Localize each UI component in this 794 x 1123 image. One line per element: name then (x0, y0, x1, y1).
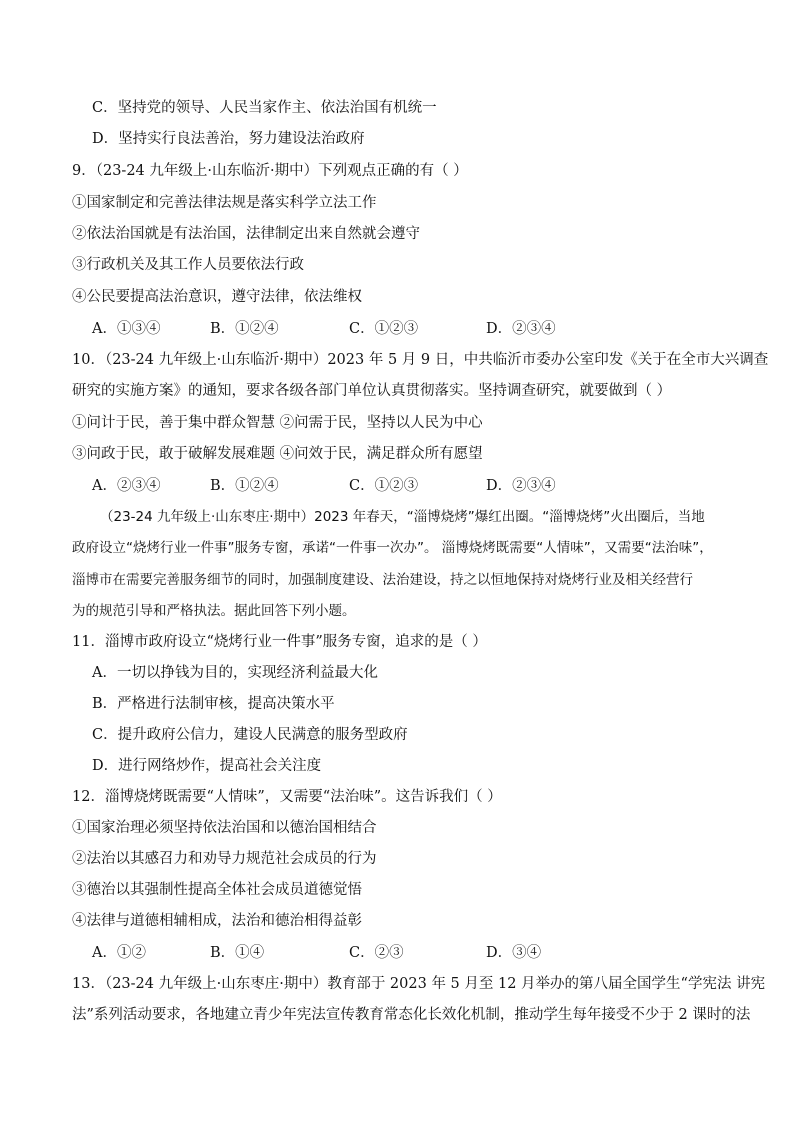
q9-item-1: ①国家制定和完善法律法规是落实科学立法工作 (72, 195, 377, 211)
q12-item-4: ④法律与道德相辅相成，法治和德治相得益彰 (72, 913, 362, 929)
q11-option-b: B．严格进行法制审核，提高决策水平 (92, 696, 335, 712)
q10-stem-line-2: 研究的实施方案》的通知，要求各级各部门单位认真贯彻落实。坚持调查研究，就要做到（ ） (72, 383, 672, 399)
passage-line-2: 政府设立“烧烤行业一件事”服务专窗，承诺“一件事一次办”。 淄博烧烤既需要“人情味”，又需要“法治味”， (72, 540, 713, 556)
q12-choice-d: D．③④ (486, 945, 542, 961)
passage-line-3: 淄博市在需要完善服务细节的同时，加强制度建设、法治建设，持之以恒地保持对烧烤行业及相关经营行 (72, 572, 693, 588)
q8-option-d: D．坚持实行良法善治，努力建设法治政府 (92, 131, 365, 147)
q10-choice-c: C．①②③ (349, 478, 419, 494)
q12-item-2: ②法治以其感召力和劝导力规范社会成员的行为 (72, 851, 377, 867)
q12-stem: 12．淄博烧烤既需要“人情味”，又需要“法治味”。这告诉我们（ ） (72, 789, 502, 805)
q9-choice-b: B．①②④ (210, 321, 279, 337)
q8-option-c: C．坚持党的领导、人民当家作主、依法治国有机统一 (92, 100, 437, 116)
q12-item-3: ③德治以其强制性提高全体社会成员道德觉悟 (72, 882, 362, 898)
q10-choice-d: D．②③④ (486, 478, 556, 494)
q9-item-2: ②依法治国就是有法治国，法律制定出来自然就会遵守 (72, 226, 420, 242)
q11-option-a: A．一切以挣钱为目的，实现经济利益最大化 (92, 665, 378, 681)
q11-option-c: C．提升政府公信力，建设人民满意的服务型政府 (92, 727, 408, 743)
q9-stem: 9．（23-24 九年级上·山东临沂·期中）下列观点正确的有（ ） (72, 163, 468, 179)
q13-stem-line-2: 法”系列活动要求，各地建立青少年宪法宣传教育常态化长效化机制，推动学生每年接受不少于 2 课时的法 (72, 1007, 751, 1023)
q11-stem: 11．淄博市政府设立“烧烤行业一件事”服务专窗，追求的是（ ） (72, 634, 487, 650)
q9-choice-a: A．①③④ (92, 321, 161, 337)
q9-choice-c: C．①②③ (349, 321, 419, 337)
q10-choice-b: B．①②④ (210, 478, 279, 494)
q10-items-line-2: ③问政于民，敢于破解发展难题 ④问效于民，满足群众所有愿望 (72, 446, 483, 462)
q10-choice-a: A．②③④ (92, 478, 161, 494)
passage-line-4: 为的规范引导和严格执法。据此回答下列小题。 (72, 603, 356, 619)
q12-choice-a: A．①② (92, 945, 146, 961)
passage-line-1: （23-24 九年级上·山东枣庄·期中）2023 年春天，“淄博烧烤”爆红出圈。“淄博烧烤”火出圈后，当地 (100, 509, 705, 525)
q12-item-1: ①国家治理必须坚持依法治国和以德治国相结合 (72, 820, 377, 836)
q12-choice-c: C．②③ (349, 945, 404, 961)
q9-choice-d: D．②③④ (486, 321, 556, 337)
q11-option-d: D．进行网络炒作，提高社会关注度 (92, 758, 322, 774)
q10-stem-line-1: 10．（23-24 九年级上·山东临沂·期中）2023 年 5 月 9 日，中共临沂市委办公室印发《关于在全市大兴调查 (72, 352, 769, 368)
q9-item-3: ③行政机关及其工作人员要依法行政 (72, 257, 304, 273)
q9-item-4: ④公民要提高法治意识，遵守法律，依法维权 (72, 289, 362, 305)
q10-items-line-1: ①问计于民，善于集中群众智慧 ②问需于民，坚持以人民为中心 (72, 415, 483, 431)
q13-stem-line-1: 13．（23-24 九年级上·山东枣庄·期中）教育部于 2023 年 5 月至 12 月举办的第八届全国学生“学宪法 讲宪 (72, 976, 766, 992)
q12-choice-b: B．①④ (210, 945, 265, 961)
